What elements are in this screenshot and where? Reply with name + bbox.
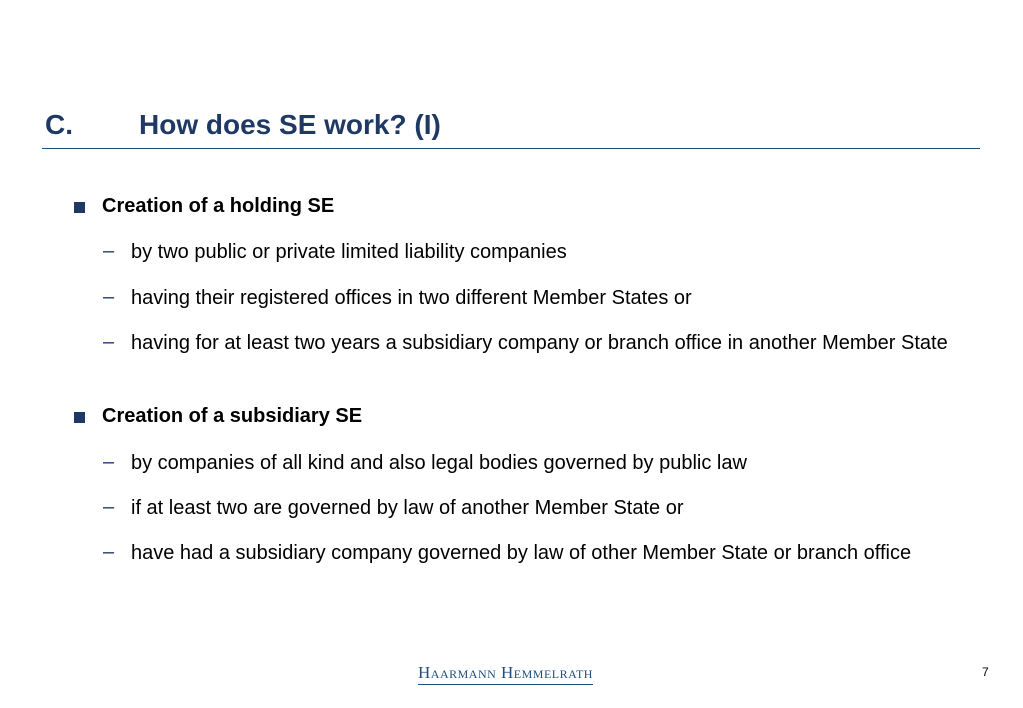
- dash-bullet: –: [103, 331, 115, 353]
- title-divider: [42, 148, 980, 149]
- list-item: if at least two are governed by law of another Member State or: [131, 497, 684, 519]
- square-bullet-icon: [74, 412, 85, 423]
- dash-bullet: –: [103, 451, 115, 473]
- title-text: How does SE work? (I): [139, 109, 441, 140]
- dash-bullet: –: [103, 240, 115, 262]
- page-number: 7: [982, 665, 989, 679]
- list-item: have had a subsidiary company governed by law of other Member State or branch office: [131, 542, 912, 564]
- slide-title: [45, 109, 441, 141]
- title-number: C.: [45, 109, 73, 140]
- list-item: by two public or private limited liability companies: [131, 241, 567, 263]
- section-heading-holding: Creation of a holding SE: [102, 195, 335, 217]
- square-bullet-icon: [74, 202, 85, 213]
- dash-bullet: –: [103, 541, 115, 563]
- company-logo: Haarmann Hemmelrath: [418, 663, 593, 685]
- list-item: having their registered offices in two different Member States or: [131, 287, 692, 309]
- dash-bullet: –: [103, 286, 115, 308]
- list-item: by companies of all kind and also legal bodies governed by public law: [131, 452, 747, 474]
- list-item: having for at least two years a subsidiary company or branch office in another Member State: [131, 332, 948, 354]
- section-heading-subsidiary: Creation of a subsidiary SE: [102, 405, 363, 427]
- dash-bullet: –: [103, 496, 115, 518]
